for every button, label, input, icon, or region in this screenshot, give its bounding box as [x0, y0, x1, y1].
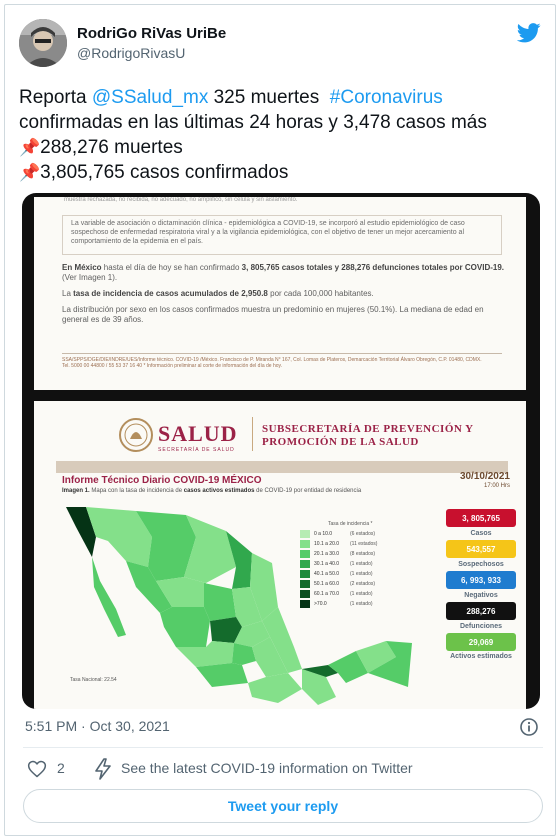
avatar[interactable] [19, 19, 67, 67]
caption-text: Mapa con la tasa de incidencia de [89, 488, 184, 494]
tasa-nacional: Tasa Nacional: 22.54 [70, 677, 117, 683]
legend-swatch [300, 550, 310, 558]
legend-row [300, 549, 410, 559]
tweet-text [19, 85, 539, 185]
legend-row [300, 579, 410, 589]
stat-defunciones-value: 288,276 [446, 602, 516, 620]
document-image[interactable] [34, 197, 526, 390]
like-count[interactable]: 2 [57, 760, 65, 776]
legend-swatch [300, 600, 310, 608]
tweet-media[interactable] [22, 193, 540, 709]
caption-text: de COVID-19 por entidad de residencia [254, 488, 362, 494]
legend-swatch [300, 530, 310, 538]
informe-title: Informe Técnico Diario COVID-19 MÉXICO [62, 475, 262, 486]
legend-range: >70.0 [314, 601, 327, 607]
tweet-timestamp[interactable]: 5:51 PM · Oct 30, 2021 [25, 718, 170, 734]
legend-range: 20.1 a 30.0 [314, 551, 340, 557]
twitter-bird-icon[interactable] [517, 23, 541, 43]
tweet-reply-button[interactable]: Tweet your reply [23, 789, 543, 823]
legend-swatch [300, 570, 310, 578]
legend-count: (1 estado) [350, 591, 373, 597]
legend-range: 30.1 a 40.0 [314, 561, 340, 567]
doc-text: (Ver Imagen 1). [62, 273, 118, 282]
legend-range: 40.1 a 50.0 [314, 571, 340, 577]
document-note-box: La variable de asociación o dictaminación clínica - epidemiológica a COVID-19, se incorporó al estudio epidemiológico de caso sospechoso de enfermedad respiratoria viral y a la vigilancia epidemiológica, con el objetivo de tener un mejor acercamiento al comportamiento de la epidemia en el país. [62, 215, 502, 255]
legend-swatch [300, 590, 310, 598]
tweet-line-2: confirmadas en las últimas 24 horas y 3,478 casos más [19, 112, 487, 133]
covid-info-link[interactable]: See the latest COVID-19 information on Twitter [121, 760, 413, 776]
author-display-name[interactable]: RodriGo RiVas UriBe [77, 25, 227, 42]
avatar-photo [19, 19, 67, 67]
tweet-text-segment: Reporta [19, 87, 92, 108]
mexico-seal-icon [118, 417, 154, 453]
tweet-actions [23, 757, 543, 781]
tweet-text-segment: 325 muertes [208, 87, 330, 108]
doc-text: hasta el día de hoy se han confirmado [101, 263, 242, 272]
document-paragraph-1 [62, 263, 512, 283]
legend-count: (1 estado) [350, 601, 373, 607]
legend-range: 60.1 a 70.0 [314, 591, 340, 597]
tweet-card [4, 4, 556, 836]
stat-casos-label: Casos [470, 530, 492, 537]
logo-divider [252, 417, 253, 451]
legend-range: 50.1 a 60.0 [314, 581, 340, 587]
tweet-line-4 [19, 160, 539, 185]
doc-bold: 3, 805,765 casos totales y 288,276 defunciones totales por COVID-19. [241, 263, 505, 272]
doc-bold: En México [62, 263, 102, 272]
stat-sospechosos-value: 543,557 [446, 540, 516, 558]
pushpin-icon: 📌 [19, 138, 41, 157]
stats-panel [446, 509, 516, 671]
subsecretaria-line: SUBSECRETARÍA DE PREVENCIÓN Y [262, 423, 474, 435]
stat-defunciones-label: Defunciones [459, 623, 502, 630]
legend-count: (1 estado) [350, 561, 373, 567]
legend-title: Tasa de incidencia * [328, 521, 373, 527]
salud-subtitle: SECRETARÍA DE SALUD [158, 447, 235, 453]
caption-bold: casos activos estimados [183, 488, 255, 494]
stat-activos-value: 29,069 [446, 633, 516, 651]
stat-activos-label: Activos estimados [450, 653, 512, 660]
legend-count: (11 estados) [350, 541, 378, 547]
caption-bold: Imagen 1. [62, 488, 90, 494]
footer-divider [23, 747, 543, 748]
map-zacatecas [204, 583, 236, 621]
doc-bold: tasa de incidencia de casos acumulados de 2,950.8 [73, 289, 268, 298]
subsecretaria-line: PROMOCIÓN DE LA SALUD [262, 436, 419, 448]
document-paragraph-3: La distribución por sexo en los casos confirmados muestra un predominio en mujeres (50.1%). La mediana de edad en general es de 39 años. [62, 305, 484, 324]
map-baja-california-sur [92, 557, 126, 637]
doc-text: por cada 100,000 habitantes. [267, 289, 374, 298]
tweet-line-3 [19, 135, 539, 160]
legend-swatch [300, 560, 310, 568]
tweet-header [19, 19, 543, 75]
document-footer-line: SSA/SPPS/DGE/DIE/INDRE/UES/Informe técnico. COVID-19 /México. Francisco de P. Miranda N° 167, Col. Lomas de Plateros, Demarcación Territorial Álvaro Obregón, C.P. 01480, CDMX. [62, 357, 482, 363]
legend-row [300, 599, 410, 609]
deaths-text: 288,276 muertes [40, 137, 183, 158]
legend-range: 10.1 a 20.0 [314, 541, 340, 547]
mention-link[interactable]: @SSalud_mx [91, 87, 209, 108]
subsecretaria-title [262, 423, 474, 449]
informe-time: 17:00 Hrs [483, 483, 510, 489]
legend-swatch [300, 540, 310, 548]
legend-range: 0 a 10.0 [314, 531, 333, 537]
legend-count: (6 estados) [350, 531, 376, 537]
document-top-text: muestra rechazada, no recibida, no adecuado, no amplificó, sin célula y sin aislamiento. [64, 197, 298, 203]
stat-negativos-label: Negativos [464, 592, 498, 599]
informe-date: 30/10/2021 [459, 471, 510, 482]
map-guerrero [196, 663, 248, 687]
map-caption [62, 488, 361, 494]
report-image[interactable] [34, 401, 526, 709]
legend-row [300, 589, 410, 599]
author-handle[interactable]: @RodrigoRivasU [77, 45, 186, 61]
legend-row [300, 529, 410, 539]
hashtag-link[interactable]: #Coronavirus [329, 87, 443, 108]
legend-count: (8 estados) [350, 551, 376, 557]
document-footer-line: Tel. 5000 00 44800 / 55 53 37 16 40 * Información preliminar al corte de información del día de hoy. [62, 363, 283, 369]
stat-sospechosos-label: Sospechosos [458, 561, 504, 568]
heart-icon[interactable] [27, 759, 47, 779]
map-oaxaca [248, 673, 302, 703]
legend-row [300, 569, 410, 579]
tweet-line-1 [19, 85, 539, 110]
salud-logo [118, 415, 238, 455]
legend-row [300, 539, 410, 549]
map-legend [300, 521, 410, 609]
document-footer [62, 353, 502, 369]
info-icon[interactable] [519, 717, 539, 737]
legend-count: (2 estados) [350, 581, 376, 587]
legend-row [300, 559, 410, 569]
salud-wordmark: SALUD [158, 421, 238, 446]
cases-text: 3,805,765 casos confirmados [40, 162, 289, 183]
map-nayarit-jalisco [160, 607, 210, 647]
pushpin-icon: 📌 [19, 163, 41, 182]
document-paragraph-2 [62, 289, 512, 299]
lightning-bolt-icon [93, 758, 113, 780]
stat-negativos-value: 6, 993, 933 [446, 571, 516, 589]
legend-count: (1 estado) [350, 571, 373, 577]
doc-text: La [62, 289, 74, 298]
header-band [56, 461, 508, 473]
stat-casos-value: 3, 805,765 [446, 509, 516, 527]
legend-swatch [300, 580, 310, 588]
